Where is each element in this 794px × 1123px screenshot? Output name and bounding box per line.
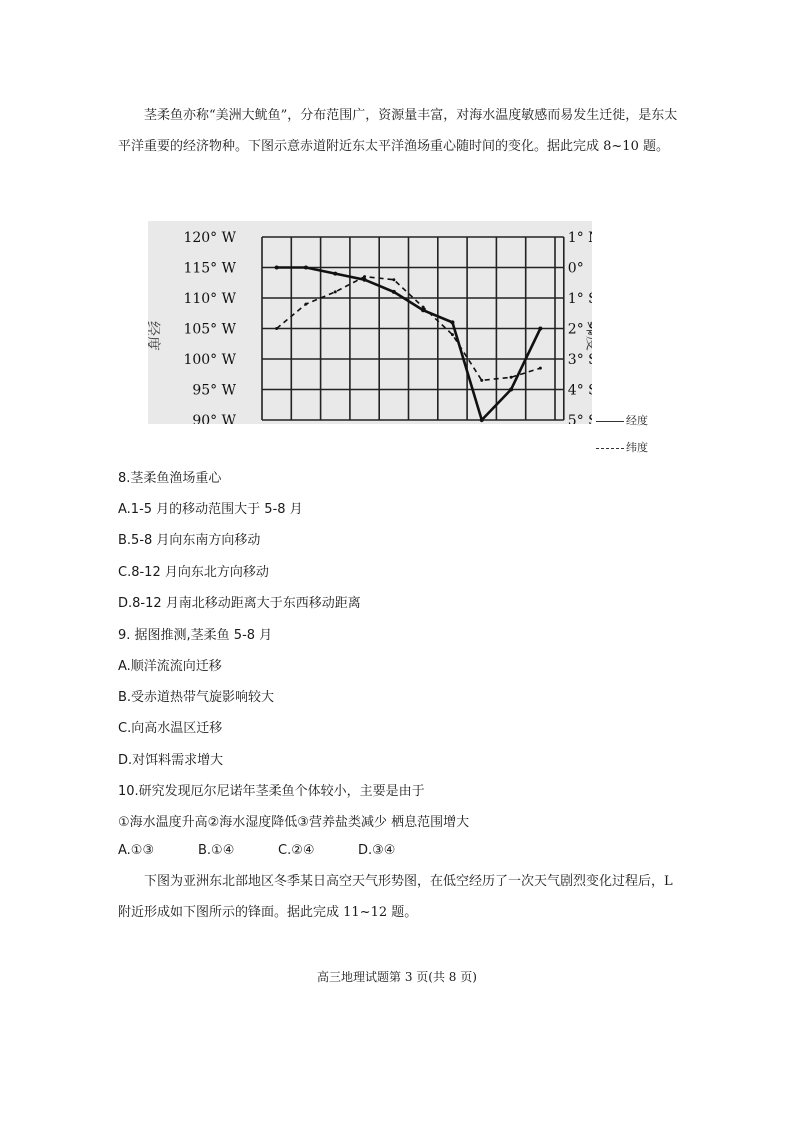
q10-option-c: C.②④ <box>278 843 315 858</box>
latitude-data-point <box>304 303 307 306</box>
legend-longitude <box>596 412 648 428</box>
q10-items: ①海水温度升高②海水湿度降低③营养盐类减少 栖息范围增大 <box>118 815 470 830</box>
q10-stem: 10.研究发现厄尔尼诺年茎柔鱼个体较小，主要是由于 <box>118 784 425 799</box>
left-axis-tick-label: 100° W <box>183 352 236 368</box>
longitude-data-point <box>509 388 513 392</box>
right-axis-tick-label: 2° <box>567 321 584 338</box>
right-axis-tick-label: 1° <box>567 291 584 307</box>
q9-option-a: A.顺洋流流向迁移 <box>118 659 222 674</box>
q10-option-b: B.①④ <box>198 843 235 858</box>
q10-options <box>118 843 395 858</box>
latitude-data-point <box>480 379 483 382</box>
left-axis-tick-label: 105° W <box>183 321 236 338</box>
latitude-data-point <box>451 333 454 336</box>
latitude-data-point <box>422 306 425 309</box>
legend-solid-line <box>596 421 624 422</box>
legend-dashed-line <box>596 448 624 449</box>
q8-option-a: A.1-5 月的移动范围大于 5-8 月 <box>118 502 303 517</box>
right-axis-tick-label: 5° <box>567 413 584 424</box>
q8-option-d: D.8-12 月南北移动距离大于东西移动距离 <box>118 596 361 611</box>
right-axis-tick-label: 4° <box>567 382 584 399</box>
longitude-data-point <box>333 272 337 276</box>
longitude-data-point <box>480 418 484 422</box>
chart-svg <box>148 221 592 424</box>
fishing-ground-chart <box>148 221 592 424</box>
left-axis-title: 经度 <box>148 321 162 352</box>
longitude-data-point <box>392 290 396 294</box>
right-axis-tick-label: 0° <box>567 260 584 277</box>
longitude-data-point <box>304 266 308 270</box>
page-footer: 高三地理试题第 3 页(共 8 页) <box>317 970 477 984</box>
longitude-data-point <box>363 278 367 282</box>
left-axis-tick-label: 90° W <box>192 413 236 424</box>
legend-longitude-label: 经度 <box>626 414 648 427</box>
legend-latitude <box>596 439 648 455</box>
q9-option-c: C.向高水温区迁移 <box>118 721 223 736</box>
q10-option-a: A.①③ <box>118 843 155 858</box>
latitude-data-point <box>334 290 337 293</box>
intro2-paragraph: 下图为亚洲东北部地区冬季某日高空天气形势图，在低空经历了一次天气剧烈变化过程后，L 附近形成如下图所示的锋面。据此完成 11~12 题。 <box>118 874 673 920</box>
latitude-data-point <box>275 327 278 330</box>
latitude-data-point <box>510 376 513 379</box>
right-axis-tick-label: 1° <box>567 230 584 246</box>
longitude-data-point <box>538 327 542 331</box>
longitude-data-point <box>450 320 454 324</box>
left-axis-tick-label: 115° W <box>183 260 236 277</box>
q10-option-d: D.③④ <box>358 843 396 858</box>
longitude-data-point <box>275 266 279 270</box>
legend-latitude-label: 纬度 <box>626 441 648 454</box>
q8-option-b: B.5-8 月向东南方向移动 <box>118 533 261 548</box>
left-axis-tick-label: 95° W <box>192 382 236 399</box>
intro-paragraph: 茎柔鱼亦称“美洲大鱿鱼”，分布范围广，资源量丰富，对海水温度敏感而易发生迁徙，是东太平洋重要的经济物种。下图示意赤道附近东太平洋渔场重心随时间的变化。据此完成 8~10 题。 <box>118 108 678 154</box>
q8-stem: 8.茎柔鱼渔场重心 <box>118 471 222 486</box>
q9-option-b: B.受赤道热带气旋影响较大 <box>118 690 275 705</box>
left-axis-tick-label: 110° W <box>183 291 236 307</box>
latitude-data-point <box>392 278 395 281</box>
left-axis-tick-label: 120° W <box>183 230 236 246</box>
q8-option-c: C.8-12 月向东北方向移动 <box>118 565 269 580</box>
right-axis-title: 纬度 <box>584 321 592 352</box>
q9-stem: 9. 据图推测,茎柔鱼 5-8 月 <box>118 628 273 643</box>
q9-option-d: D.对饵料需求增大 <box>118 753 224 768</box>
latitude-data-point <box>363 275 366 278</box>
latitude-data-point <box>539 367 542 370</box>
right-axis-tick-label: 3° <box>567 352 584 368</box>
